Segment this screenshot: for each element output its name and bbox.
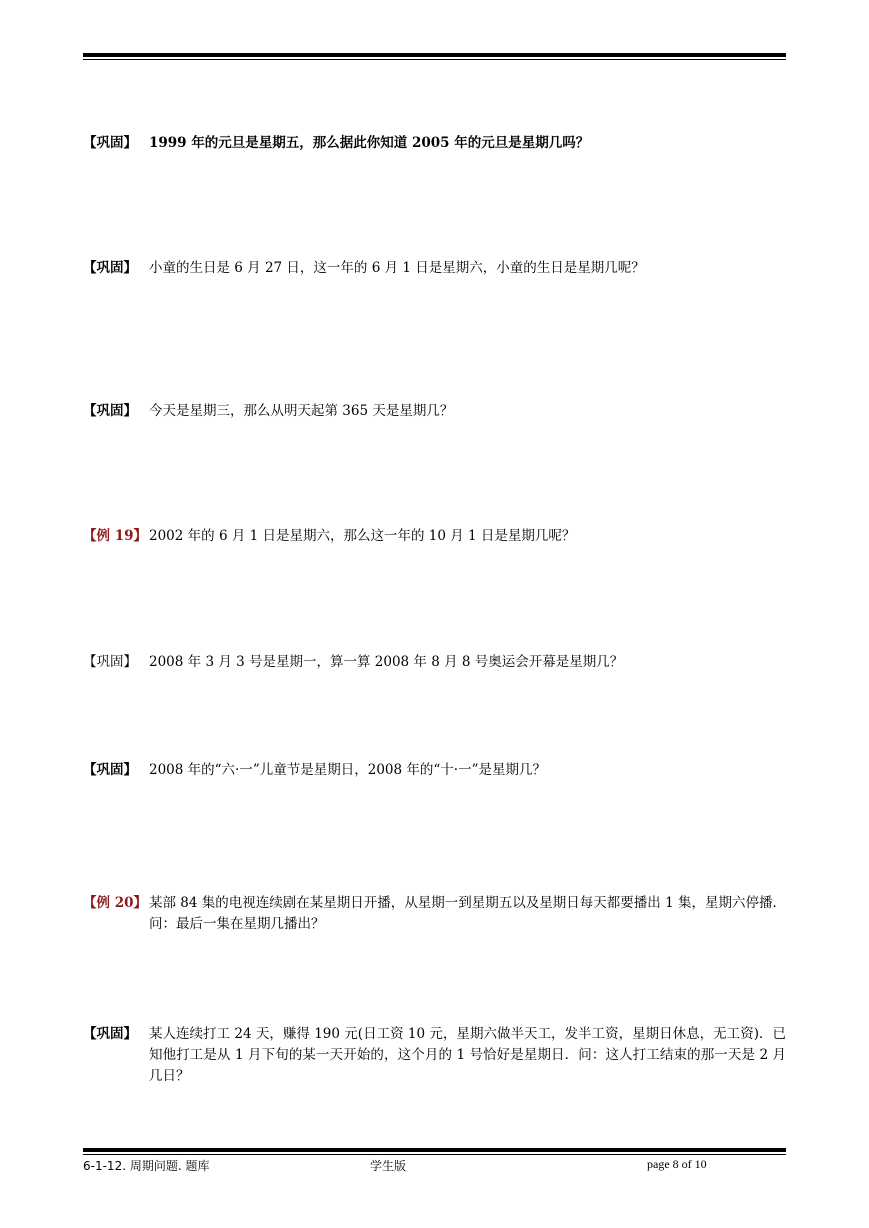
header-rule-thick — [83, 53, 786, 57]
problem-text: 2008 年 3 月 3 号是星期一，算一算 2008 年 8 月 8 号奥运会开幕是星期几？ — [149, 654, 624, 670]
problem-text: 某人连续打工 24 天，赚得 190 元(日工资 10 元，星期六做半天工，发半工资，星期日休息，无工资)．已知他打工是从 1 月下旬的某一天开始的，这个月的 1 号恰好是星期日．问：这人打工结束的那一天是 2 月几日？ — [149, 1026, 786, 1084]
problem-text: 2008 年的“六·一”儿童节是星期日，2008 年的“十·一”是星期几？ — [149, 762, 546, 778]
footer-rule-thick — [83, 1148, 786, 1152]
problem-item — [83, 133, 786, 154]
problem-text: 1999 年的元旦是星期五，那么据此你知道 2005 年的元旦是星期几吗？ — [149, 135, 590, 151]
problem-item — [83, 1024, 786, 1087]
problem-tag: 【巩固】 — [83, 403, 137, 419]
footer-rule-thin — [83, 1154, 786, 1155]
problem-item — [83, 401, 786, 422]
problem-tag: 【巩固】 — [83, 135, 137, 151]
example-item — [83, 893, 786, 935]
problem-tag: 【巩固】 — [83, 762, 137, 778]
problem-tag: 【巩固】 — [83, 1026, 137, 1042]
footer-document-id: 6-1-12. 周期问题. 题库 — [83, 1159, 210, 1173]
problem-item — [83, 760, 786, 781]
example-item — [83, 526, 786, 547]
problem-tag: 【巩固】 — [83, 260, 137, 276]
problem-text: 小童的生日是 6 月 27 日，这一年的 6 月 1 日是星期六，小童的生日是星期几呢？ — [149, 260, 645, 276]
problem-tag: 【巩固】 — [83, 654, 137, 670]
footer-edition: 学生版 — [370, 1159, 407, 1173]
footer-page-number: page 8 of 10 — [647, 1157, 707, 1171]
problem-item — [83, 652, 786, 673]
example-text: 某部 84 集的电视连续剧在某星期日开播，从星期一到星期五以及星期日每天都要播出 1 集，星期六停播．问：最后一集在星期几播出？ — [149, 895, 786, 932]
example-tag: 【例 19】 — [83, 528, 147, 544]
example-tag: 【例 20】 — [83, 895, 147, 911]
header-rule-thin — [83, 59, 786, 60]
problem-item — [83, 258, 786, 279]
example-text: 2002 年的 6 月 1 日是星期六，那么这一年的 10 月 1 日是星期几呢？ — [149, 528, 576, 544]
problem-text: 今天是星期三，那么从明天起第 365 天是星期几？ — [149, 403, 454, 419]
